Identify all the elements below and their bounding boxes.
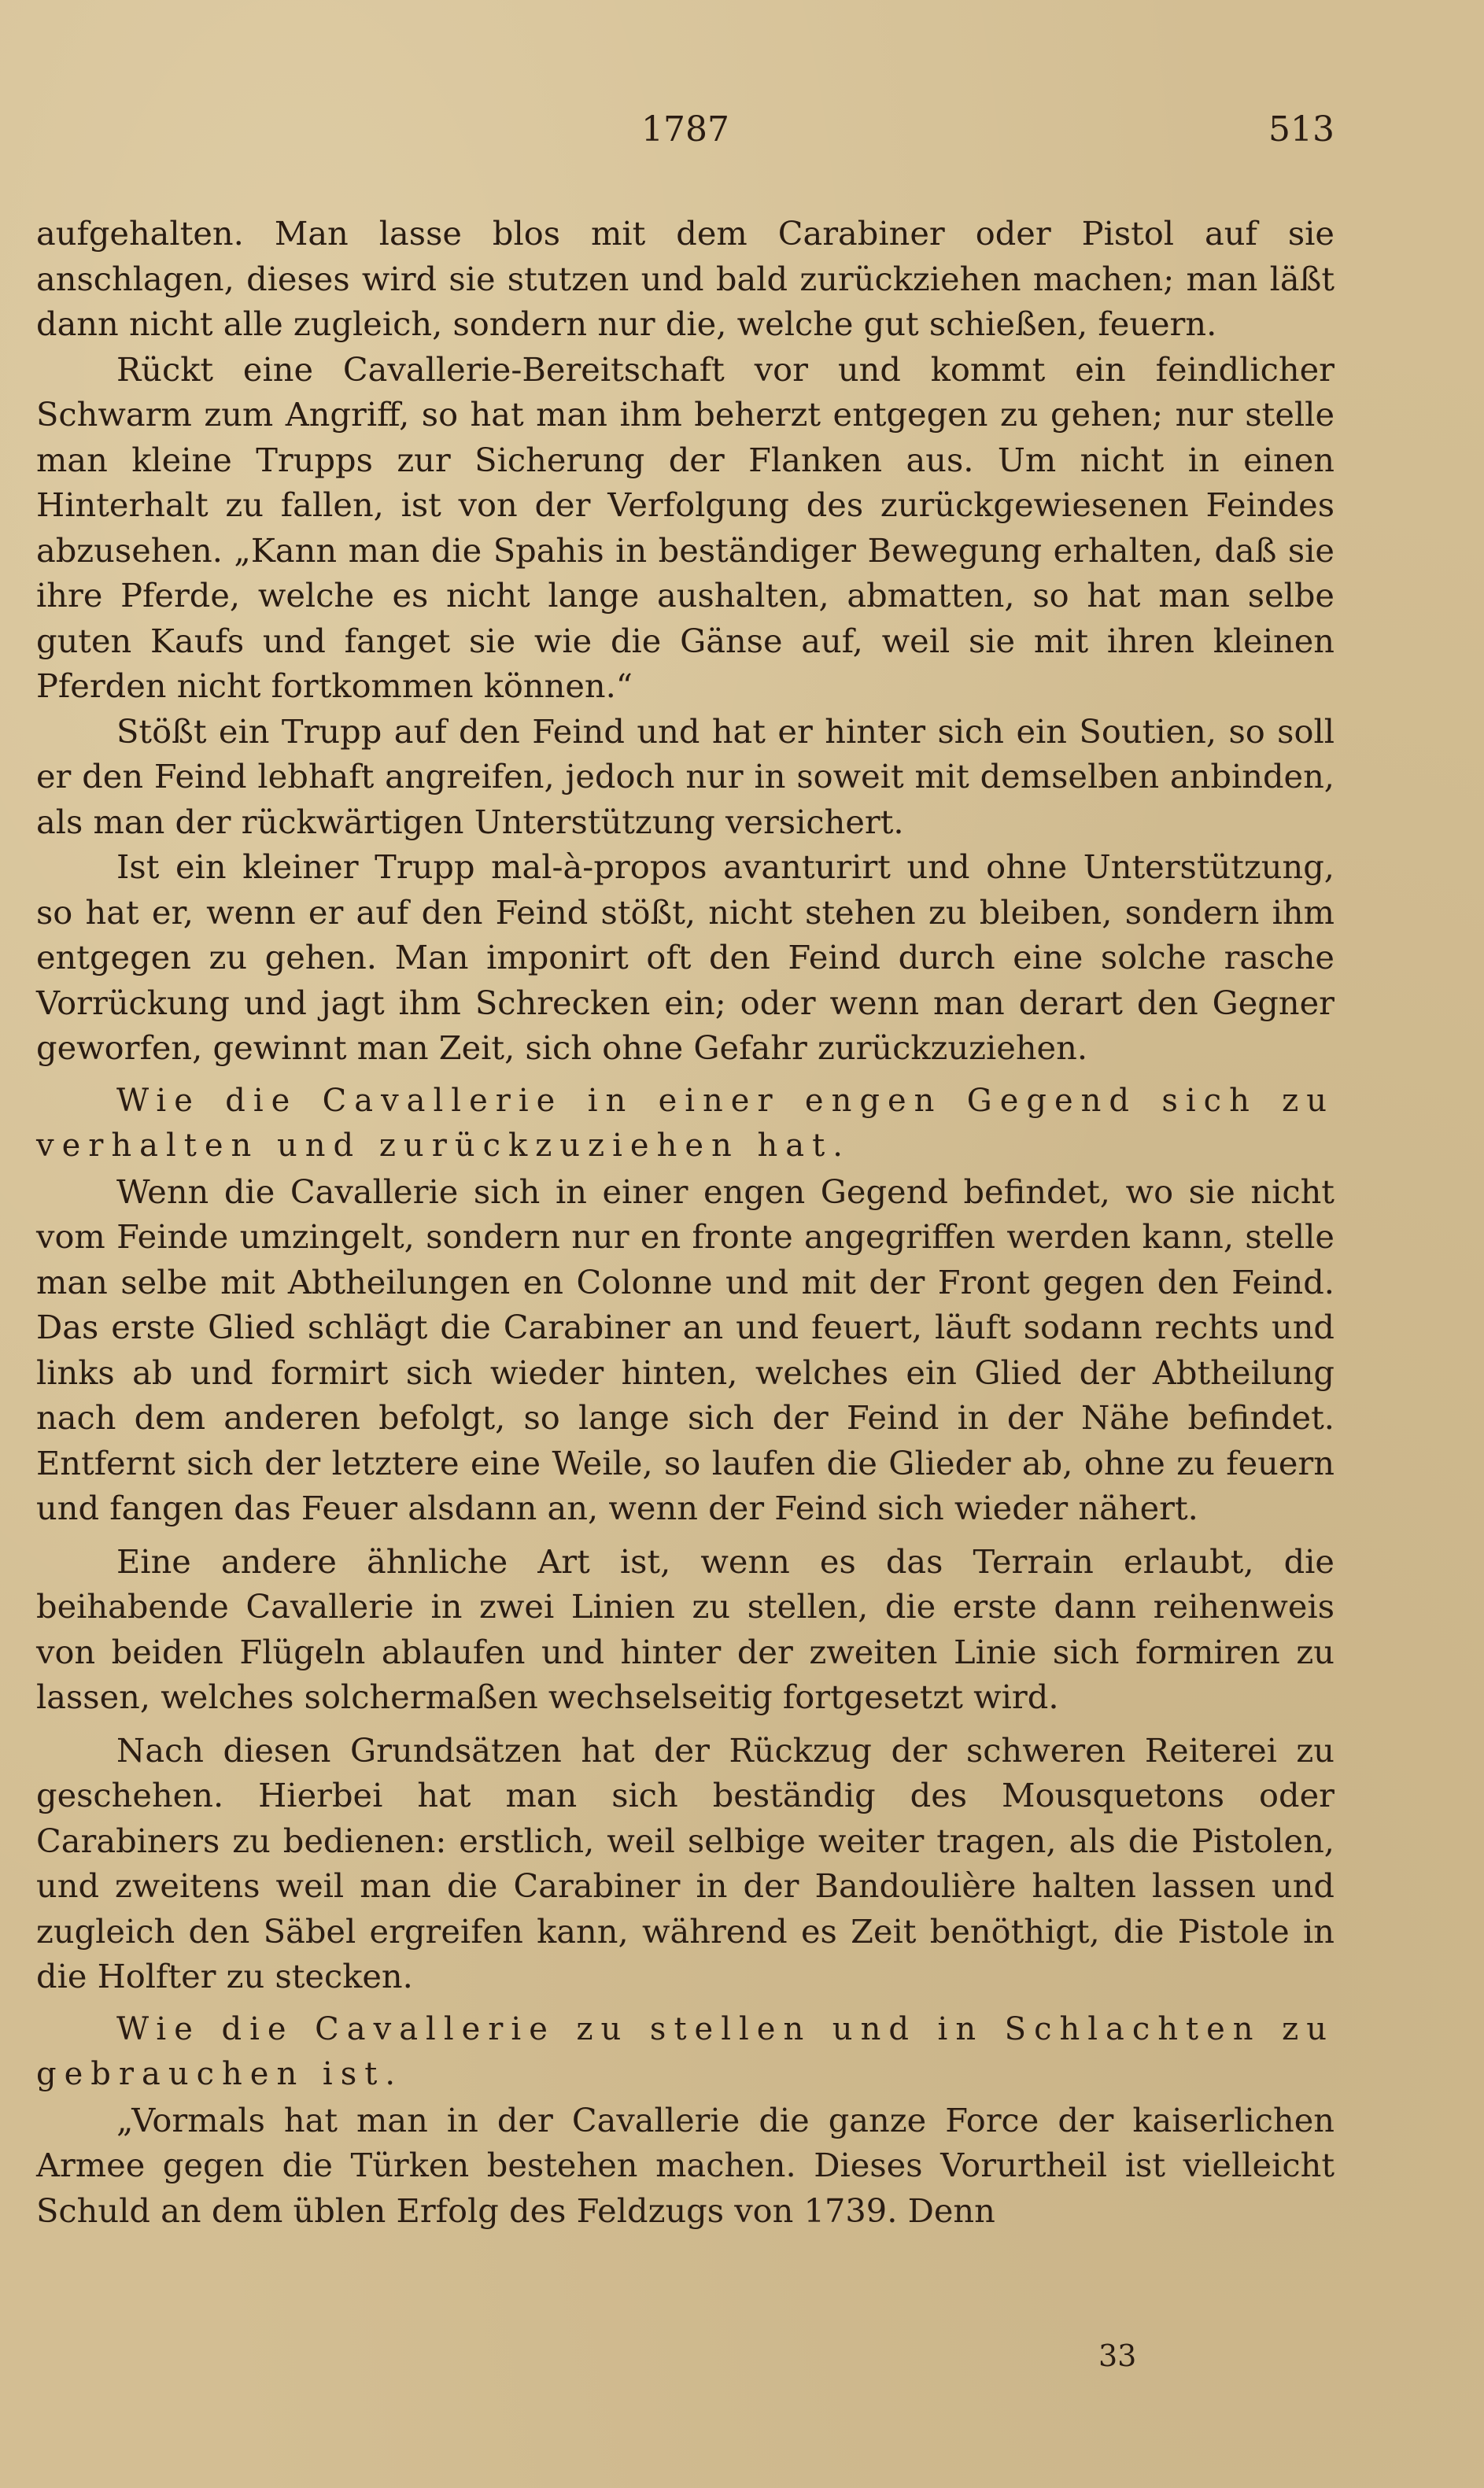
paragraph-6: Eine andere ähnliche Art ist, wenn es das Terrain erlaubt, die beihabende Cavallerie in zwei Linien zu stellen, die erste dann reihenweis von beiden Flügeln ablaufen und hinter der zweiten Linie sich formiren zu lassen, welches solchermaßen wechselseitig fortgesetzt wird. xyxy=(36,1541,1334,1716)
page-number: 513 xyxy=(1268,109,1334,150)
section-heading-2: Wie die Cavallerie zu stellen und in Schlachten zu gebrauchen ist. xyxy=(36,2010,1334,2092)
paragraph-5: Wenn die Cavallerie sich in einer engen Gegend befindet, wo sie nicht vom Feinde umzingelt, sondern nur en fronte angegriffen werden kann, stelle man selbe mit Abtheilungen en Colonne und mit der Front gegen den Feind. Das erste Glied schlägt die Carabiner an und feuert, läuft sodann rechts und links ab und formirt sich wieder hinten, welches ein Glied der Abtheilung nach dem anderen befolgt, so lange sich der Feind in der Nähe befindet. Entfernt sich der letztere eine Weile, so laufen die Glieder ab, ohne zu feuern und fangen das Feuer alsdann an, wenn der Feind sich wieder nähert. xyxy=(36,1172,1334,1527)
paragraph-1: aufgehalten. Man lasse blos mit dem Carabiner oder Pistol auf sie anschlagen, dieses wird sie stutzen und bald zurückziehen machen; man läßt dann nicht alle zugleich, sondern nur die, welche gut schießen, feuern. xyxy=(36,214,1334,343)
signature-mark: 33 xyxy=(1098,2338,1137,2373)
paragraph-8: „Vormals hat man in der Cavallerie die ganze Force der kaiserlichen Armee gegen die Türken bestehen machen. Dieses Vorurtheil ist vielleicht Schuld an dem üblen Erfolg des Feldzugs von 1739. Denn xyxy=(36,2100,1334,2230)
paragraph-7: Nach diesen Grundsätzen hat der Rückzug der schweren Reiterei zu geschehen. Hierbei hat man sich beständig des Mousquetons oder Carabiners zu bedienen: erstlich, weil selbige weiter tragen, als die Pistolen, und zweitens weil man die Carabiner in der Bandoulière halten lassen und zugleich den Säbel ergreifen kann, während es Zeit benöthigt, die Pistole in die Holfter zu stecken. xyxy=(36,1730,1334,1995)
section-heading-1: Wie die Cavallerie in einer engen Gegend sich zu verhalten und zurückzuziehen hat. xyxy=(36,1082,1334,1164)
body-text xyxy=(36,211,1334,2233)
paragraph-2: Rückt eine Cavallerie-Bereitschaft vor und kommt ein feindlicher Schwarm zum Angriff, so hat man ihm beherzt entgegen zu gehen; nur stelle man kleine Trupps zur Sicherung der Flanken aus. Um nicht in einen Hinterhalt zu fallen, ist von der Verfolgung des zurückgewiesenen Feindes abzusehen. „Kann man die Spahis in beständiger Bewegung erhalten, daß sie ihre Pferde, welche es nicht lange aushalten, abmatten, so hat man selbe guten Kaufs und fanget sie wie die Gänse auf, weil sie mit ihren kleinen Pferden nicht fortkommen können.“ xyxy=(36,349,1334,705)
paragraph-3: Stößt ein Trupp auf den Feind und hat er hinter sich ein Soutien, so soll er den Feind lebhaft angreifen, jedoch nur in soweit mit demselben anbinden, als man der rückwärtigen Unterstützung versichert. xyxy=(36,711,1334,841)
page-header xyxy=(36,102,1334,157)
paragraph-4: Ist ein kleiner Trupp mal-à-propos avanturirt und ohne Unterstützung, so hat er, wenn er auf den Feind stößt, nicht stehen zu bleiben, sondern ihm entgegen zu gehen. Man imponirt oft den Feind durch eine solche rasche Vorrückung und jagt ihm Schrecken ein; oder wenn man derart den Gegner geworfen, gewinnt man Zeit, sich ohne Gefahr zurückzuziehen. xyxy=(36,847,1334,1067)
running-head-year: 1787 xyxy=(641,109,729,150)
